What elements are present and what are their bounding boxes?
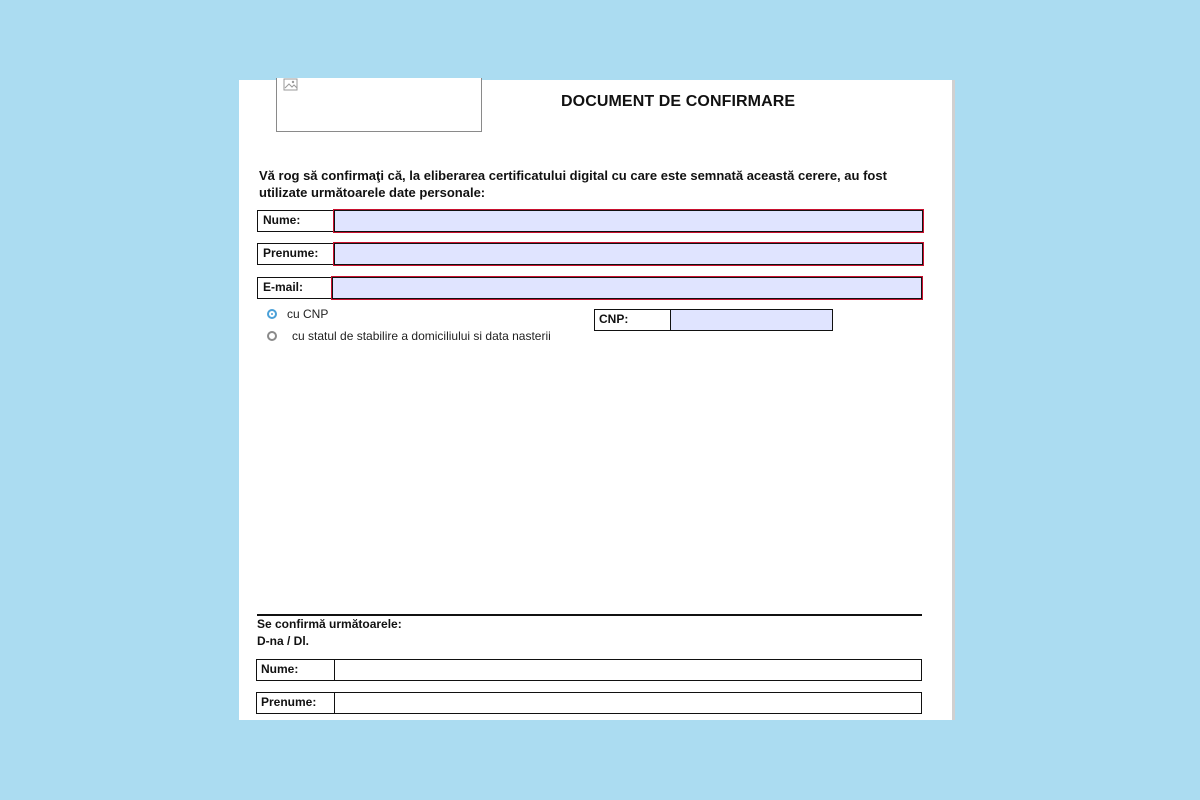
radio-selected-icon[interactable] [267,309,277,319]
confirm-nume-label: Nume: [256,659,336,681]
confirmation-heading: Se confirmă următoarele: [257,617,402,631]
nume-input[interactable] [334,210,923,232]
cnp-row [594,309,834,331]
prenume-input[interactable] [334,243,923,265]
email-input[interactable] [332,277,922,299]
salutation-text: D-na / Dl. [257,634,310,648]
email-row [257,277,924,299]
email-label: E-mail: [257,277,334,299]
prenume-label: Prenume: [257,243,335,265]
radio-unselected-icon[interactable] [267,331,277,341]
confirm-nume-row [256,659,922,681]
nume-row [257,210,924,232]
confirm-prenume-value [334,692,922,714]
nume-label: Nume: [257,210,335,232]
radio-option-statut[interactable] [267,329,551,343]
logo-image-placeholder [276,78,482,132]
cnp-label: CNP: [594,309,672,331]
confirm-prenume-label: Prenume: [256,692,336,714]
broken-image-icon [283,78,299,91]
document-title: DOCUMENT DE CONFIRMARE [561,93,796,110]
radio-option-cnp[interactable] [267,307,328,321]
document-page [239,80,955,720]
intro-text: Vă rog să confirmaţi că, la eliberarea certificatului digital cu care este semnată această cerere, au fost utilizate următoarele date personale: [259,168,887,200]
prenume-row [257,243,924,265]
radio-option-cnp-label: cu CNP [287,307,329,321]
confirm-nume-value [334,659,922,681]
cnp-input[interactable] [670,309,833,331]
radio-option-statut-label: cu statul de stabilire a domiciliului si data nasterii [292,329,551,343]
confirm-prenume-row [256,692,922,714]
